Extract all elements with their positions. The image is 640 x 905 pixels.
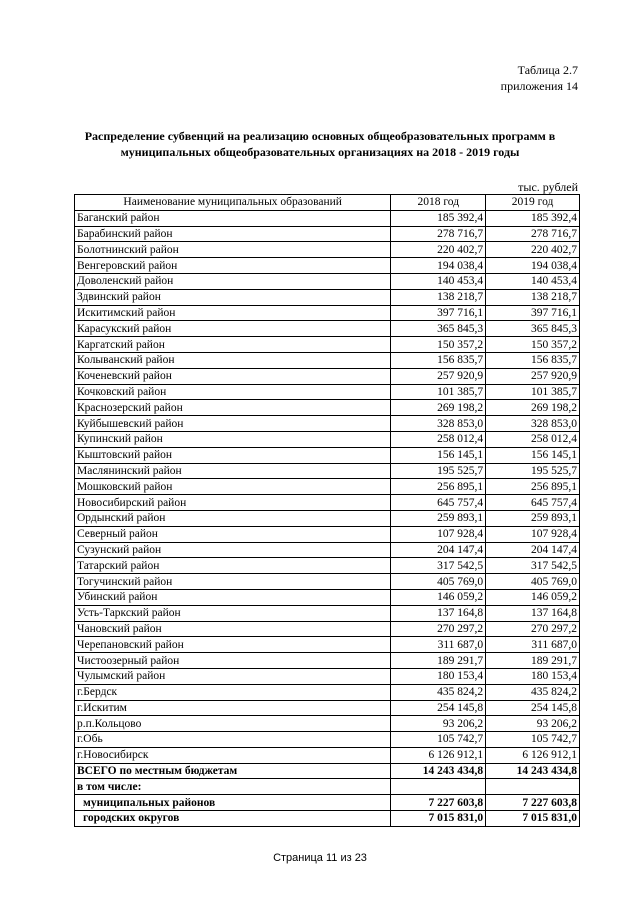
cell-2019: 645 757,4 — [486, 495, 580, 511]
cell-2018: 140 453,4 — [391, 273, 486, 289]
cell-2018: 156 835,7 — [391, 352, 486, 368]
cell-2018: 93 206,2 — [391, 716, 486, 732]
cell-2018: 220 402,7 — [391, 242, 486, 258]
cell-municipality: Колыванский район — [75, 352, 391, 368]
cell-2019: 259 893,1 — [486, 510, 580, 526]
cell-2018: 258 012,4 — [391, 431, 486, 447]
cell-2019: 311 687,0 — [486, 637, 580, 653]
table-row — [75, 352, 580, 368]
cell-2018: 107 928,4 — [391, 526, 486, 542]
table-row — [75, 273, 580, 289]
cell-2019: 256 895,1 — [486, 479, 580, 495]
cell-municipality: Кочковский район — [75, 384, 391, 400]
subventions-table — [74, 194, 580, 827]
units-label: тыс. рублей — [518, 180, 578, 194]
table-row — [75, 558, 580, 574]
cell-2019: 140 453,4 — [486, 273, 580, 289]
cell-2019: 270 297,2 — [486, 621, 580, 637]
cell-2018 — [391, 779, 486, 795]
cell-2018: 257 920,9 — [391, 368, 486, 384]
table-row — [75, 716, 580, 732]
cell-2018: 269 198,2 — [391, 400, 486, 416]
cell-municipality: Маслянинский район — [75, 463, 391, 479]
cell-2018: 137 164,8 — [391, 605, 486, 621]
cell-municipality: г.Бердск — [75, 684, 391, 700]
header-municipality: Наименование муниципальных образований — [75, 195, 391, 211]
table-row — [75, 637, 580, 653]
cell-2019: 365 845,3 — [486, 321, 580, 337]
cell-municipality: Чистоозерный район — [75, 653, 391, 669]
cell-2019: 269 198,2 — [486, 400, 580, 416]
cell-municipality: Коченевский район — [75, 368, 391, 384]
cell-municipality: Чановский район — [75, 621, 391, 637]
cell-municipality: городских округов — [75, 811, 391, 827]
cell-municipality: Черепановский район — [75, 637, 391, 653]
cell-municipality: Сузунский район — [75, 542, 391, 558]
table-row — [75, 447, 580, 463]
header-2018: 2018 год — [391, 195, 486, 211]
cell-2018: 6 126 912,1 — [391, 747, 486, 763]
cell-2018: 195 525,7 — [391, 463, 486, 479]
cell-2018: 435 824,2 — [391, 684, 486, 700]
table-row — [75, 795, 580, 811]
cell-municipality: Купинский район — [75, 431, 391, 447]
cell-municipality: Карасукский район — [75, 321, 391, 337]
header-2019: 2019 год — [486, 195, 580, 211]
cell-municipality: Баганский район — [75, 210, 391, 226]
table-row — [75, 779, 580, 795]
table-row — [75, 811, 580, 827]
cell-2018: 150 357,2 — [391, 337, 486, 353]
cell-2018: 405 769,0 — [391, 574, 486, 590]
cell-municipality: Куйбышевский район — [75, 416, 391, 432]
cell-2018: 256 895,1 — [391, 479, 486, 495]
cell-municipality: Венгеровский район — [75, 258, 391, 274]
table-row — [75, 400, 580, 416]
table-row — [75, 763, 580, 779]
cell-2019 — [486, 779, 580, 795]
table-row — [75, 479, 580, 495]
cell-2019: 146 059,2 — [486, 589, 580, 605]
cell-municipality: Мошковский район — [75, 479, 391, 495]
table-row — [75, 384, 580, 400]
table-row — [75, 621, 580, 637]
table-row — [75, 700, 580, 716]
cell-2019: 204 147,4 — [486, 542, 580, 558]
table-number: Таблица 2.7 — [517, 63, 578, 77]
cell-municipality: г.Обь — [75, 732, 391, 748]
cell-2018: 105 742,7 — [391, 732, 486, 748]
cell-2018: 270 297,2 — [391, 621, 486, 637]
title-line-2: муниципальных общеобразовательных организациях на 2018 - 2019 годы — [120, 145, 520, 159]
table-row — [75, 226, 580, 242]
cell-municipality: Чулымский район — [75, 668, 391, 684]
cell-2019: 278 716,7 — [486, 226, 580, 242]
cell-2018: 259 893,1 — [391, 510, 486, 526]
table-row — [75, 289, 580, 305]
cell-2018: 101 385,7 — [391, 384, 486, 400]
table-row — [75, 684, 580, 700]
cell-2018: 194 038,4 — [391, 258, 486, 274]
cell-2019: 254 145,8 — [486, 700, 580, 716]
cell-2019: 328 853,0 — [486, 416, 580, 432]
cell-municipality: р.п.Кольцово — [75, 716, 391, 732]
table-row — [75, 668, 580, 684]
cell-municipality: Тогучинский район — [75, 574, 391, 590]
cell-2019: 14 243 434,8 — [486, 763, 580, 779]
table-row — [75, 574, 580, 590]
cell-2019: 7 015 831,0 — [486, 811, 580, 827]
table-row — [75, 732, 580, 748]
cell-2019: 258 012,4 — [486, 431, 580, 447]
cell-2019: 317 542,5 — [486, 558, 580, 574]
cell-2018: 180 153,4 — [391, 668, 486, 684]
cell-municipality: Кыштовский район — [75, 447, 391, 463]
cell-municipality: Северный район — [75, 526, 391, 542]
table-row — [75, 747, 580, 763]
cell-2019: 107 928,4 — [486, 526, 580, 542]
cell-municipality: Искитимский район — [75, 305, 391, 321]
table-row — [75, 416, 580, 432]
cell-2019: 93 206,2 — [486, 716, 580, 732]
table-row — [75, 589, 580, 605]
cell-municipality: Краснозерский район — [75, 400, 391, 416]
table-row — [75, 258, 580, 274]
cell-municipality: муниципальных районов — [75, 795, 391, 811]
table-row — [75, 542, 580, 558]
document-title — [60, 128, 580, 160]
cell-municipality: Ордынский район — [75, 510, 391, 526]
cell-municipality: г.Искитим — [75, 700, 391, 716]
cell-2019: 7 227 603,8 — [486, 795, 580, 811]
cell-2018: 7 227 603,8 — [391, 795, 486, 811]
cell-2019: 405 769,0 — [486, 574, 580, 590]
table-row — [75, 495, 580, 511]
cell-2018: 365 845,3 — [391, 321, 486, 337]
cell-2019: 397 716,1 — [486, 305, 580, 321]
cell-municipality: Болотнинский район — [75, 242, 391, 258]
cell-2019: 156 145,1 — [486, 447, 580, 463]
cell-2018: 146 059,2 — [391, 589, 486, 605]
table-row — [75, 431, 580, 447]
cell-municipality: Доволенский район — [75, 273, 391, 289]
cell-2019: 6 126 912,1 — [486, 747, 580, 763]
cell-2018: 328 853,0 — [391, 416, 486, 432]
cell-2018: 204 147,4 — [391, 542, 486, 558]
table-row — [75, 605, 580, 621]
cell-2018: 189 291,7 — [391, 653, 486, 669]
page-footer: Страница 11 из 23 — [273, 852, 367, 864]
table-row — [75, 242, 580, 258]
cell-municipality: Убинский район — [75, 589, 391, 605]
table-row — [75, 510, 580, 526]
table-row — [75, 463, 580, 479]
cell-2019: 180 153,4 — [486, 668, 580, 684]
cell-2019: 185 392,4 — [486, 210, 580, 226]
cell-section-label: в том числе: — [75, 779, 391, 795]
cell-2019: 257 920,9 — [486, 368, 580, 384]
cell-2018: 645 757,4 — [391, 495, 486, 511]
table-row — [75, 653, 580, 669]
cell-2018: 138 218,7 — [391, 289, 486, 305]
cell-municipality: Здвинский район — [75, 289, 391, 305]
cell-2018: 156 145,1 — [391, 447, 486, 463]
table-row — [75, 210, 580, 226]
cell-municipality: ВСЕГО по местным бюджетам — [75, 763, 391, 779]
cell-2019: 138 218,7 — [486, 289, 580, 305]
cell-municipality: Усть-Таркский район — [75, 605, 391, 621]
cell-2018: 254 145,8 — [391, 700, 486, 716]
cell-2018: 397 716,1 — [391, 305, 486, 321]
cell-2019: 137 164,8 — [486, 605, 580, 621]
cell-2019: 150 357,2 — [486, 337, 580, 353]
cell-municipality: Барабинский район — [75, 226, 391, 242]
cell-municipality: Каргатский район — [75, 337, 391, 353]
table-row — [75, 321, 580, 337]
cell-2019: 105 742,7 — [486, 732, 580, 748]
cell-2019: 194 038,4 — [486, 258, 580, 274]
cell-municipality: г.Новосибирск — [75, 747, 391, 763]
cell-2018: 278 716,7 — [391, 226, 486, 242]
cell-2018: 311 687,0 — [391, 637, 486, 653]
cell-municipality: Татарский район — [75, 558, 391, 574]
cell-2019: 195 525,7 — [486, 463, 580, 479]
table-row — [75, 368, 580, 384]
cell-2018: 185 392,4 — [391, 210, 486, 226]
cell-municipality: Новосибирский район — [75, 495, 391, 511]
cell-2019: 189 291,7 — [486, 653, 580, 669]
cell-2019: 101 385,7 — [486, 384, 580, 400]
cell-2018: 14 243 434,8 — [391, 763, 486, 779]
cell-2018: 7 015 831,0 — [391, 811, 486, 827]
table-row — [75, 526, 580, 542]
table-row — [75, 305, 580, 321]
appendix-label: приложения 14 — [500, 79, 578, 93]
title-line-1: Распределение субвенций на реализацию основных общеобразовательных программ в — [84, 129, 556, 143]
table-header-row — [75, 195, 580, 211]
cell-2018: 317 542,5 — [391, 558, 486, 574]
cell-2019: 220 402,7 — [486, 242, 580, 258]
table-row — [75, 337, 580, 353]
cell-2019: 435 824,2 — [486, 684, 580, 700]
cell-2019: 156 835,7 — [486, 352, 580, 368]
